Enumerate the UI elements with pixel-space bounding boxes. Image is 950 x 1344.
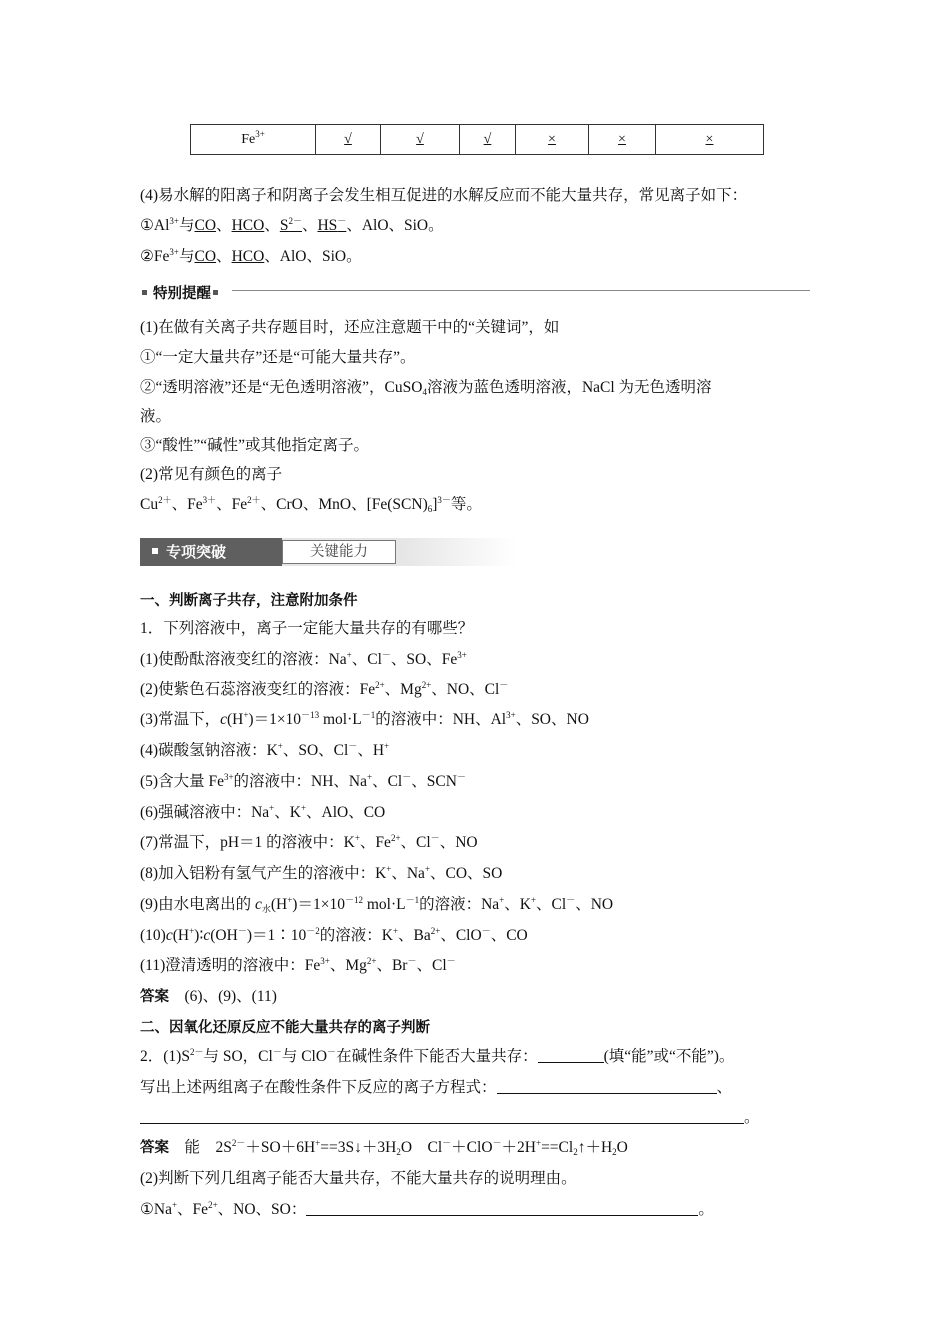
answer-1: 答案 (6)、(9)、(11) (140, 988, 277, 1005)
answer-blank[interactable] (140, 1109, 744, 1124)
tip-divider (232, 290, 810, 291)
item-6: (6)强碱溶液中：Na+、K+、AlO、CO (140, 803, 386, 821)
question-2-1c: 。 (140, 1107, 760, 1129)
table-cell: √ (316, 125, 381, 155)
table-cell: × (656, 125, 764, 155)
item-7: (7)常温下，pH＝1 的溶液中：K+、$Fe^{2+}$、Cl－、NO (140, 833, 478, 851)
banner-dark: 专项突破 (140, 538, 282, 566)
item-8: (8)加入铝粉有氢气产生的溶液中：K+、Na+、CO、SO (140, 864, 503, 882)
hydrolysis-line-fe: $②Fe^{3+}$与CO、HCO、AlO、SiO。 (140, 247, 362, 265)
item-4: (4)碳酸氢钠溶液：K+、SO、Cl－、H+ (140, 741, 390, 759)
question-1: 1．下列溶液中，离子一定能大量共存的有哪些？ (140, 620, 474, 637)
tip-p2: ①“一定大量共存”还是“可能大量共存”。 (140, 349, 416, 366)
tip-title: 特别提醒 (140, 282, 224, 303)
question-2-2a: ①Na+、$Fe^{2+}$、NO、SO： 。 (140, 1200, 714, 1218)
table-cell: × (516, 125, 589, 155)
item-11: (11)澄清透明的溶液中：$Fe^{3+}$、$Mg^{2+}$、Br－、Cl－ (140, 956, 456, 974)
section2-heading: 二、因氧化还原反应不能大量共存的离子判断 (140, 1020, 430, 1036)
table-cell: √ (460, 125, 516, 155)
item-9: (9)由水电离出的 $c_水(H^+)=1\times 10^{-12}$ $mol\cdot L^{-1}$的溶液：Na+、K+、Cl－、NO (140, 895, 614, 914)
tip-p3: ②“透明溶液”还是“无色透明溶液”，CuSO$_4$溶液为蓝色透明溶液，NaCl 为无色透明溶 (140, 379, 712, 397)
tip-p4: ③“酸性”“碱性”或其他指定离子。 (140, 437, 370, 454)
question-2-1: 2．$(1)S^{2-}$与 SO，Cl－与 ClO－在碱性条件下能否大量共存： (填“能”或“不能”)。 (140, 1047, 735, 1065)
tip-p6: $Cu^{2+}$、$Fe^{3+}$、$Fe^{2+}$、CrO、MnO、$[Fe(SCN)_6]^{3-}$等。 (140, 495, 482, 514)
hydrolysis-title: (4)易水解的阳离子和阴离子会发生相互促进的水解反应而不能大量共存，常见离子如下： (140, 187, 748, 204)
answer-blank[interactable] (497, 1079, 717, 1094)
answer-blank[interactable] (306, 1201, 698, 1216)
tip-p3-cont: 液。 (140, 408, 172, 425)
table-cell: × (589, 125, 656, 155)
answer-blank[interactable] (538, 1048, 604, 1063)
hydrolysis-line-al: $①Al^{3+}$与CO、HCO、$S^{2-}$、HS－、AlO、SiO。 (140, 216, 444, 234)
tip-p5: (2)常见有颜色的离子 (140, 466, 283, 483)
section-banner (140, 538, 516, 566)
tip-p1: (1)在做有关离子共存题目时，还应注意题干中的“关键词”，如 (140, 319, 560, 336)
item-1: (1)使酚酞溶液变红的溶液：Na+、Cl－、SO、$Fe^{3+}$ (140, 650, 467, 668)
section1-heading: 一、判断离子共存，注意附加条件 (140, 593, 358, 609)
banner-light: 关键能力 (282, 540, 396, 564)
answer-2: 答案 能 $2S^{2-}+SO+6H^+==3S↓+3H_2O$ $Cl^-+ClO^-+2H^+==Cl_2↑+H_2O$ (140, 1138, 628, 1157)
square-bullet-icon (142, 290, 147, 295)
item-3: (3)常温下，$c(H^+)=1\times 10^{-13}$ $mol\cdot L^{-1}$的溶液中：NH、$Al^{3+}$、SO、NO (140, 710, 589, 728)
fe-row-table (190, 124, 764, 155)
item-5: (5)含大量 $Fe^{3+}$的溶液中：NH、Na+、Cl－、SCN－ (140, 772, 466, 790)
item-2: (2)使紫色石蕊溶液变红的溶液：$Fe^{2+}$、$Mg^{2+}$、NO、Cl－ (140, 680, 509, 698)
question-2-1b: 写出上述两组离子在酸性条件下反应的离子方程式： 、 (140, 1079, 733, 1096)
square-bullet-icon (213, 290, 218, 295)
question-2-2: (2)判断下列几组离子能否大量共存，不能大量共存的说明理由。 (140, 1170, 577, 1187)
item-10: $(10)c(H^+)∶c(OH^-)=1∶10^{-2}$的溶液：K+、$Ba^{2+}$、ClO－、CO (140, 926, 528, 944)
table-cell: √ (381, 125, 460, 155)
square-bullet-icon (152, 548, 158, 554)
table-cell-ion: $Fe^{3+}$ (191, 125, 316, 155)
table-row (191, 125, 764, 155)
